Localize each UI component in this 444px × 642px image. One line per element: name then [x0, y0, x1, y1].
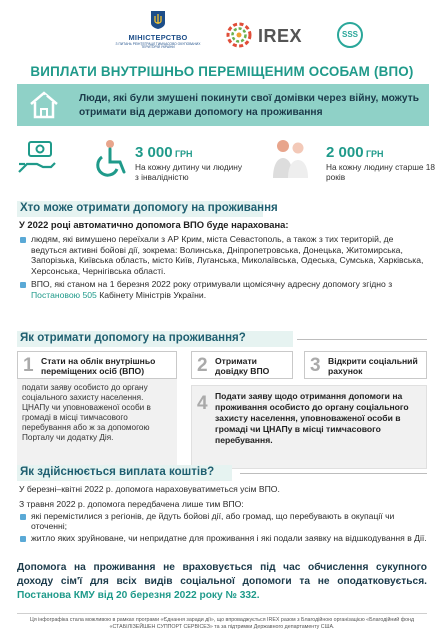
- intro-banner: [17, 84, 429, 126]
- pay-paragraph-1: У березні–квітні 2022 р. допомога нараховуватиметься усім ВПО.: [19, 484, 280, 494]
- page-title: ВИПЛАТИ ВНУТРІШНЬО ПЕРЕМІЩЕНИМ ОСОБАМ (ВПО): [30, 64, 414, 79]
- step-1-note: подати заяву особисто до органу соціального захисту населення. ЦНАПу чи уповноваженої особи в громаді в місці тимчасового перебування або ж за допомогою Порталу чи додатку Дія.: [17, 379, 177, 469]
- postanova-505-link[interactable]: Постановою 505: [31, 289, 97, 300]
- section-how-heading: [0, 328, 444, 350]
- list-item-text: людям, які вимушено переїхали з АР Крим, міста Севастополь, а також з тих територій, де ведуться активні бойові дії, зокрема: Волинська, Дніпропетровська, Донецька, Житомирська, Запорізька, Київська область, місто Київ, Луганська, Миколаївська, Одеська, Сумська, Харківська, Херсонська, Чернігівська області.: [31, 234, 424, 276]
- section-pay-body: [19, 484, 429, 544]
- divider: [240, 473, 427, 474]
- amount-3000: [135, 144, 245, 183]
- list-item-text: ВПО, які станом на 1 березня 2022 року отримували щомісячну адресну допомогу згідно з: [31, 279, 393, 290]
- ministry-name: МІНІСТЕРСТВО: [128, 33, 188, 43]
- section-title: Як отримати допомогу на проживання?: [20, 332, 246, 344]
- step-text: Подати заяву щодо отримання допомоги на проживання особисто до органу соціального захисту населення, уповноваженої особи в громаді чи ЦНАПу в місці тимчасового перебування.: [215, 391, 409, 445]
- amount-value: 3 000: [135, 144, 173, 161]
- ministry-subtitle: З ПИТАНЬ РЕІНТЕГРАЦІЇ ТИМЧАСОВО ОКУПОВАНИХ ТЕРИТОРІЙ УКРАЇНИ: [115, 41, 201, 50]
- amount-description: На кожну дитину чи людину з інвалідністю: [135, 162, 243, 183]
- ministry-logo: [106, 10, 210, 50]
- section-who-body: [19, 219, 429, 301]
- irex-logo: [226, 22, 316, 50]
- who-lead: У 2022 році автоматично допомога ВПО буде нарахована:: [19, 219, 289, 230]
- step-number: 2: [197, 355, 208, 376]
- section-title: Як здійснюється виплата коштів?: [20, 466, 215, 478]
- list-item: [19, 234, 429, 276]
- amount-2000: [326, 144, 436, 183]
- amount-currency: ГРН: [365, 149, 384, 159]
- step-text: Отримати довідку ВПО: [215, 356, 270, 377]
- pay-paragraph-2: З травня 2022 р. допомога передбачена лише тим ВПО:: [19, 499, 244, 510]
- logo-row: [0, 8, 444, 58]
- amount-currency: ГРН: [174, 149, 193, 159]
- section-pay-heading: [0, 462, 444, 484]
- list-item: [19, 533, 429, 543]
- step-number: 4: [197, 393, 208, 414]
- step-number: 3: [310, 355, 321, 376]
- pay-list: [19, 511, 429, 543]
- broken-house-icon: [28, 89, 60, 121]
- who-list: [19, 234, 429, 300]
- list-item: [19, 279, 429, 300]
- footer-divider: [17, 613, 427, 614]
- list-item: [19, 511, 429, 532]
- step-2: [191, 351, 293, 379]
- list-item-text: які перемістилися з регіонів, де йдуть бойові дії, або громад, що перебувають в окупації чи оточенні;: [31, 510, 395, 532]
- section-title: Хто може отримати допомогу на проживання: [20, 202, 278, 214]
- footer-text: Ця інфографіка стала можливою в рамках програми «Єднання заради дії», що впроваджується IREX разом з Благодійною організацією «Благодійний фонд «СТАБІЛІЗЕЙШЕН СУППОРТ СЕРВІСЕЗ» та за підтримки Державного департаменту США.: [29, 617, 415, 630]
- irex-wordmark: IREX: [258, 26, 303, 46]
- trident-icon: [150, 10, 166, 30]
- step-number: 1: [23, 355, 34, 376]
- amount-description: На кожну людину старше 18 років: [326, 162, 436, 183]
- list-item-text: Кабінету Міністрів України.: [96, 289, 207, 300]
- list-item-text: житло яких зруйноване, чи непридатне для проживання і які подали заявку на відшкодування в Дії.: [31, 532, 427, 543]
- bottom-note-text: Допомога на проживання не враховується під час обчислення сукупного доходу сім'ї для всіх видів соціальної допомоги та не оподатковується.: [17, 562, 427, 588]
- postanova-332-link[interactable]: Постанова КМУ від 20 березня 2022 року № 332.: [17, 590, 260, 602]
- hand-money-icon: [17, 138, 59, 178]
- step-text: Відкрити соціальний рахунок: [328, 356, 418, 377]
- irex-circle-icon: [226, 22, 252, 48]
- step-3: [304, 351, 427, 379]
- step-1: [17, 351, 177, 379]
- bottom-note: [17, 561, 427, 603]
- amount-value: 2 000: [326, 144, 364, 161]
- step-text: Стати на облік внутрішньо переміщених осіб (ВПО): [41, 356, 156, 377]
- banner-text: Люди, які були змушені покинути свої домівки через війну, можуть отримати від держави допомогу на проживання: [79, 93, 419, 118]
- step-4: [191, 385, 427, 469]
- divider: [297, 339, 427, 340]
- section-who-heading: [0, 198, 444, 220]
- elderly-couple-icon: [268, 136, 312, 180]
- sss-logo: SSS: [337, 22, 363, 48]
- wheelchair-icon: [92, 138, 132, 180]
